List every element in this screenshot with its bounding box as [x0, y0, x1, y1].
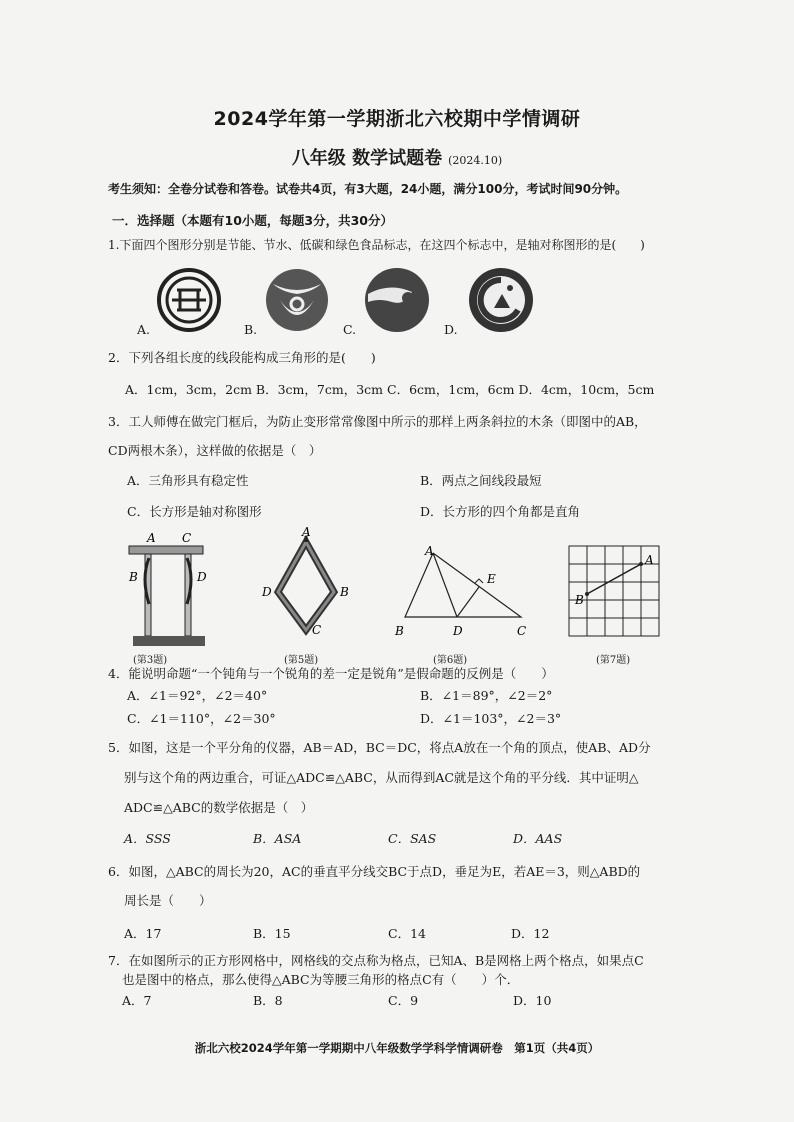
question-7-line-2: 也是图中的格点，那么使得△ABC为等腰三角形的格点C有（ ）个．	[122, 972, 520, 987]
question-7-line-1: 7．在如图所示的正方形网格中，网格线的交点称为格点，已知A、B是网格上两个格点，如果点C	[108, 953, 644, 968]
fig5-label-b: B	[340, 585, 349, 599]
question-6-line-1: 6．如图，△ABC的周长为20，AC的垂直平分线交BC于点D，垂足为E，若AE＝3，则△ABD的	[108, 864, 641, 879]
q7-option-a: A．7	[122, 993, 152, 1008]
caption-fig-7: (第7题)	[596, 655, 631, 666]
q6-option-d: D．12	[511, 926, 550, 941]
subtitle-text: 八年级 数学试题卷	[291, 148, 443, 169]
q4-option-b: B．∠1＝89°，∠2＝2°	[420, 688, 553, 703]
q5-option-b: B．ASA	[253, 831, 302, 846]
q5-option-c: C．SAS	[388, 831, 437, 846]
fig5-label-a: A	[302, 525, 311, 539]
q5-option-a: A．SSS	[124, 831, 171, 846]
question-6-line-2: 周长是（ ）	[124, 893, 212, 908]
question-4-stem: 4．能说明命题“一个钝角与一个锐角的差一定是锐角”是假命题的反例是（ ）	[108, 666, 554, 681]
q1-option-a: A.	[137, 322, 151, 337]
q1-option-c: C.	[343, 322, 357, 337]
q1-option-b: B.	[244, 322, 258, 337]
fig5-label-d: D	[262, 585, 272, 599]
caption-fig-3: (第3题)	[133, 655, 168, 666]
figure-7-grid	[567, 544, 677, 649]
caption-fig-5: (第5题)	[284, 655, 319, 666]
question-2-stem: 2．下列各组长度的线段能构成三角形的是( )	[108, 350, 376, 365]
exam-notice: 考生须知：全卷分试卷和答卷。试卷共4页，有3大题，24小题，满分100分，考试时间90分钟。	[108, 182, 628, 196]
q3-option-d: D．长方形的四个角都是直角	[420, 504, 581, 519]
fig7-label-b: B	[575, 593, 584, 607]
energy-saving-logo	[159, 270, 219, 330]
fig3-label-b: B	[129, 570, 138, 584]
low-carbon-logo	[365, 268, 429, 332]
exam-subtitle	[0, 144, 794, 170]
q1-logos	[0, 262, 794, 352]
q4-option-a: A．∠1＝92°，∠2＝40°	[127, 688, 268, 703]
exam-date: (2024.10)	[448, 154, 503, 167]
q5-option-d: D．AAS	[513, 831, 563, 846]
page-footer: 浙北六校2024学年第一学期期中八年级数学学科学情调研卷 第1页（共4页）	[194, 1041, 600, 1055]
question-1-stem: 1.下面四个图形分别是节能、节水、低碳和绿色食品标志，在这四个标志中，是轴对称图形的是( )	[108, 238, 645, 252]
figure-6-triangle	[395, 545, 535, 645]
question-5-line-2: 别与这个角的两边重合，可证△ADC≌△ABC，从而得到AC就是这个角的平分线．其中证明△	[124, 770, 639, 785]
water-saving-logo	[266, 269, 328, 331]
fig6-label-c: C	[517, 624, 527, 638]
question-3-stem-1: 3．工人师傅在做完门框后，为防止变形常常像图中所示的那样上两条斜拉的木条（即图中的AB，	[108, 414, 647, 429]
figure-3-door-frame	[127, 528, 217, 653]
q7-option-d: D．10	[513, 993, 552, 1008]
fig6-label-e: E	[487, 572, 496, 586]
fig3-label-d: D	[197, 570, 207, 584]
green-food-logo	[469, 268, 533, 332]
question-5-line-1: 5．如图，这是一个平分角的仪器，AB＝AD，BC＝DC，将点A放在一个角的顶点，使AB、AD分	[108, 740, 651, 755]
q4-option-d: D．∠1＝103°，∠2＝3°	[420, 711, 562, 726]
fig6-label-d: D	[453, 624, 463, 638]
question-5-line-3: ADC≌△ABC的数学依据是（ ）	[124, 800, 314, 815]
q6-option-a: A．17	[124, 926, 162, 941]
q4-option-c: C．∠1＝110°，∠2＝30°	[127, 711, 276, 726]
q6-option-b: B．15	[253, 926, 291, 941]
fig3-label-a: A	[147, 531, 156, 545]
q6-option-c: C．14	[388, 926, 426, 941]
q1-option-d: D.	[444, 322, 458, 337]
fig7-label-a: A	[645, 553, 654, 567]
q7-option-b: B．8	[253, 993, 283, 1008]
q7-option-c: C．9	[388, 993, 419, 1008]
q3-option-b: B．两点之间线段最短	[420, 473, 542, 488]
section-heading: 一．选择题（本题有10小题，每题3分，共30分）	[112, 213, 393, 228]
q3-option-c: C．长方形是轴对称图形	[127, 504, 262, 519]
question-2-options: A．1cm，3cm，2cm B．3cm，7cm，3cm C．6cm，1cm，6cm D．4cm，10cm，5cm	[125, 382, 655, 397]
fig6-label-a: A	[425, 544, 434, 558]
fig6-label-b: B	[395, 624, 404, 638]
fig3-label-c: C	[182, 531, 192, 545]
caption-fig-6: (第6题)	[433, 655, 468, 666]
question-3-stem-2: CD两根木条），这样做的依据是（ ）	[108, 443, 322, 458]
fig5-label-c: C	[312, 623, 322, 637]
q3-option-a: A．三角形具有稳定性	[127, 473, 249, 488]
exam-title: 2024学年第一学期浙北六校期中学情调研	[213, 108, 581, 130]
figure-5-bisector-tool	[258, 525, 358, 650]
